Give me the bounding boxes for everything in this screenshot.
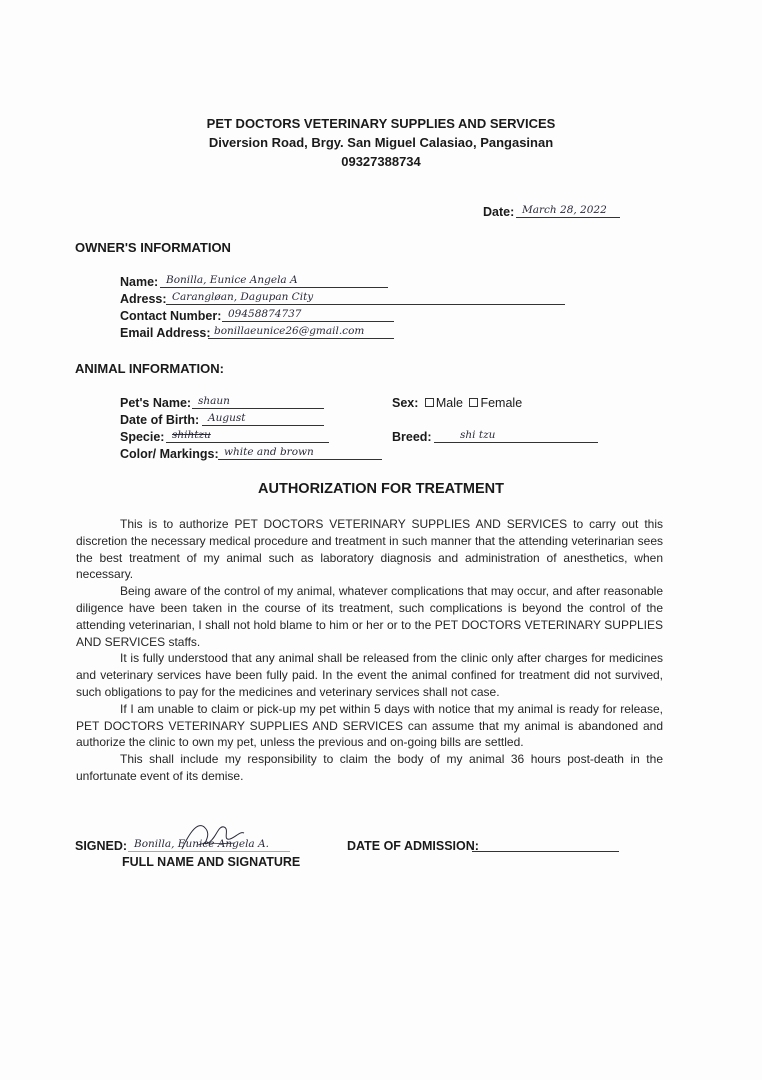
business-phone: 09327388734	[341, 154, 421, 169]
admission-date-field[interactable]	[472, 837, 619, 852]
sex-male-checkbox[interactable]	[425, 398, 434, 407]
color-field[interactable]	[218, 445, 382, 460]
owner-name-label: Name:	[120, 275, 159, 289]
dob-label: Date of Birth:	[120, 413, 200, 427]
authorization-title: AUTHORIZATION FOR TREATMENT	[258, 481, 504, 497]
breed-value: shi tzu	[460, 429, 496, 441]
owner-contact-value: 09458874737	[228, 308, 302, 320]
authorization-paragraph: This is to authorize PET DOCTORS VETERINARY SUPPLIES AND SERVICES to carry out this discretion the necessary medical procedure and treatment in such manner that the attending veterinarian sees the best treatment of my animal such as laboratory diagnosis and administration of anesthetics, when necessary.	[76, 517, 663, 582]
sex-male-label: Male	[435, 396, 463, 410]
specie-label: Specie:	[120, 430, 165, 444]
date-label: Date:	[483, 205, 515, 219]
owner-contact-field[interactable]	[222, 307, 394, 322]
date-value: March 28, 2022	[522, 204, 607, 216]
color-label: Color/ Markings:	[120, 447, 219, 461]
owner-contact-label: Contact Number:	[120, 309, 222, 323]
authorization-paragraph: Being aware of the control of my animal, whatever complications that may occur, and after reasonable diligence have been taken in the course of its treatment, such complications is beyond the control of the attending veterinarian, I shall not hold blame to him or her or to the PET DOCTORS VETERINARY SUPPLIES AND SERVICES staffs.	[76, 584, 663, 649]
signature-caption: FULL NAME AND SIGNATURE	[122, 855, 301, 869]
signed-name-value: Bonilla, Eunice Angela A.	[134, 838, 269, 850]
sex-field	[392, 396, 522, 410]
owner-section-title: OWNER'S INFORMATION	[75, 240, 231, 255]
specie-field[interactable]	[166, 428, 329, 443]
admission-date-label: DATE OF ADMISSION:	[347, 839, 479, 853]
owner-email-field[interactable]	[208, 324, 394, 339]
owner-address-value: Carangløan, Dagupan City	[172, 291, 314, 303]
owner-address-label: Adress:	[120, 292, 167, 306]
color-value: white and brown	[224, 446, 314, 458]
owner-email-value: bonillaeunice26@gmail.com	[214, 325, 365, 337]
sex-female-label: Female	[480, 396, 523, 410]
date-field[interactable]	[516, 203, 620, 218]
signature-field[interactable]	[128, 837, 290, 852]
animal-section-title: ANIMAL INFORMATION:	[75, 361, 224, 376]
authorization-paragraph: If I am unable to claim or pick-up my pet within 5 days with notice that my animal is ready for release, PET DOCTORS VETERINARY SUPPLIES AND SERVICES can assume that my animal is abandoned and authorize the clinic to own my pet, unless the previous and on-going bills are settled.	[76, 701, 663, 750]
sex-label: Sex:	[392, 396, 419, 410]
signed-label: SIGNED:	[75, 839, 128, 853]
authorization-body	[76, 516, 663, 785]
owner-name-field[interactable]	[160, 273, 388, 288]
owner-name-value: Bonilla, Eunice Angela A	[166, 274, 298, 286]
dob-field[interactable]	[202, 411, 324, 426]
signature-scribble	[178, 819, 248, 855]
authorization-paragraph: This shall include my responsibility to claim the body of my animal 36 hours post-death in the unfortunate event of its demise.	[76, 752, 663, 783]
sex-female-checkbox[interactable]	[469, 398, 478, 407]
owner-email-label: Email Address:	[120, 326, 211, 340]
specie-value: shihtzu	[172, 429, 211, 441]
business-address: Diversion Road, Brgy. San Miguel Calasiao, Pangasinan	[208, 135, 554, 150]
pet-name-field[interactable]	[192, 394, 324, 409]
pet-name-value: shaun	[198, 395, 230, 407]
dob-value: August	[208, 412, 246, 424]
owner-address-field[interactable]	[166, 290, 565, 305]
breed-field[interactable]	[434, 428, 598, 443]
pet-name-label: Pet's Name:	[120, 396, 192, 410]
breed-label: Breed:	[392, 430, 432, 444]
business-name: PET DOCTORS VETERINARY SUPPLIES AND SERVICES	[206, 116, 556, 131]
authorization-paragraph: It is fully understood that any animal shall be released from the clinic only after charges for medicines and veterinary services have been fully paid. In the event the animal confined for treatment did not survived, such obligations to pay for the medicines and veterinary services shall not case.	[76, 651, 663, 699]
